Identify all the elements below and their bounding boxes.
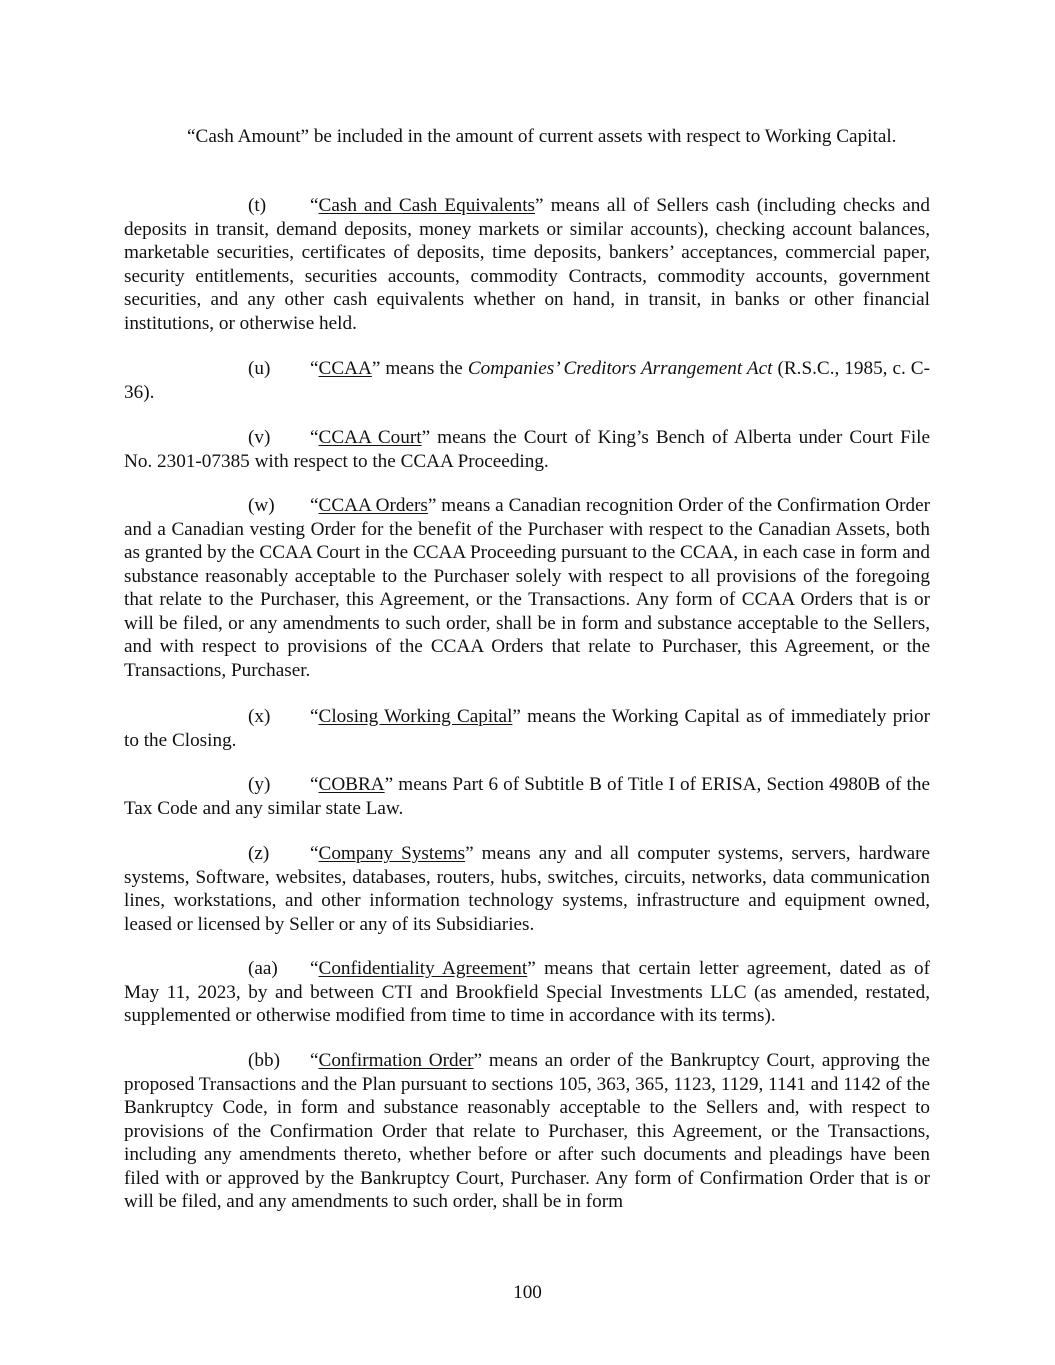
defined-term: Cash and Cash Equivalents <box>318 195 536 216</box>
page-number: 100 <box>513 1282 542 1303</box>
defined-term: Company Systems <box>318 843 466 864</box>
defined-term: CCAA Court <box>318 427 422 448</box>
section-number: (z) <box>248 843 270 864</box>
section-number: (bb) <box>248 1050 280 1071</box>
section-number: (v) <box>248 427 271 448</box>
section-number: (x) <box>248 706 271 727</box>
defined-term: CCAA <box>318 358 372 379</box>
defined-term: Closing Working Capital <box>318 706 513 727</box>
definition-t: (t) “Cash and Cash Equivalents” means all of Sellers cash (including checks and deposits in transit, demand deposits, money markets or similar accounts), checking account balances, marketable securities, certificates of deposits, time deposits, bankers’ acceptances, commercial paper, security entitlements, securities accounts, commodity Contracts, commodity accounts, government securities, and any other cash equivalents whether on hand, in transit, in banks or other financial institutions, or otherwise held. <box>124 195 930 334</box>
definition-aa: (aa) “Confidentiality Agreement” means that certain letter agreement, dated as of May 11, 2023, by and between CTI and Brookfield Special Investments LLC (as amended, restated, supplemented or otherwise modified from time to time in accordance with its terms). <box>124 958 930 1026</box>
definition-x: (x) “Closing Working Capital” means the Working Capital as of immediately prior to the Closing. <box>124 706 930 751</box>
section-number: (y) <box>248 774 271 795</box>
definition-z: (z) “Company Systems” means any and all computer systems, servers, hardware systems, Software, websites, databases, routers, hubs, switches, circuits, networks, data communication lines, workstations, and other information technology systems, infrastructure and equipment owned, leased or licensed by Seller or any of its Subsidiaries. <box>124 843 930 935</box>
definition-bb: (bb) “Confirmation Order” means an order of the Bankruptcy Court, approving the proposed Transactions and the Plan pursuant to sections 105, 363, 365, 1123, 1129, 1141 and 1142 of the Bankruptcy Code, in form and substance reasonably acceptable to the Sellers and, with respect to provisions of the Confirmation Order that relate to Purchaser, this Agreement, or the Transactions, including any amendments thereto, whether before or after such documents and pleadings have been filed with or approved by the Bankruptcy Court, Purchaser. Any form of Confirmation Order that is or will be filed, and any amendments to such order, shall be in form <box>124 1050 930 1212</box>
defined-term: COBRA <box>318 774 385 795</box>
defined-term: CCAA Orders <box>318 495 428 516</box>
continued-paragraph: “Cash Amount” be included in the amount of current assets with respect to Working Capital. <box>187 126 897 147</box>
definition-w: (w) “CCAA Orders” means a Canadian recognition Order of the Confirmation Order and a Canadian vesting Order for the benefit of the Purchaser with respect to the Canadian Assets, both as granted by the CCAA Court in the CCAA Proceeding pursuant to the CCAA, in each case in form and substance reasonably acceptable to the Purchaser solely with respect to all provisions of the foregoing that relate to the Purchaser, this Agreement, or the Transactions. Any form of CCAA Orders that is or will be filed, or any amendments to such order, shall be in form and substance acceptable to the Sellers, and with respect to provisions of the CCAA Orders that relate to Purchaser, this Agreement, or the Transactions, Purchaser. <box>124 495 930 681</box>
section-number: (t) <box>248 195 267 216</box>
definition-u: (u) “CCAA” means the Companies’ Creditors Arrangement Act (R.S.C., 1985, c. C-36). <box>124 358 930 403</box>
section-number: (u) <box>248 358 271 379</box>
section-number: (w) <box>248 495 275 516</box>
definition-v: (v) “CCAA Court” means the Court of King’s Bench of Alberta under Court File No. 2301-07385 with respect to the CCAA Proceeding. <box>124 427 930 472</box>
defined-term: Confirmation Order <box>318 1050 474 1071</box>
definition-y: (y) “COBRA” means Part 6 of Subtitle B of Title I of ERISA, Section 4980B of the Tax Code and any similar state Law. <box>124 774 930 819</box>
section-number: (aa) <box>248 958 278 979</box>
defined-term: Confidentiality Agreement <box>318 958 528 979</box>
statute-title: Companies’ Creditors Arrangement Act <box>467 358 773 379</box>
